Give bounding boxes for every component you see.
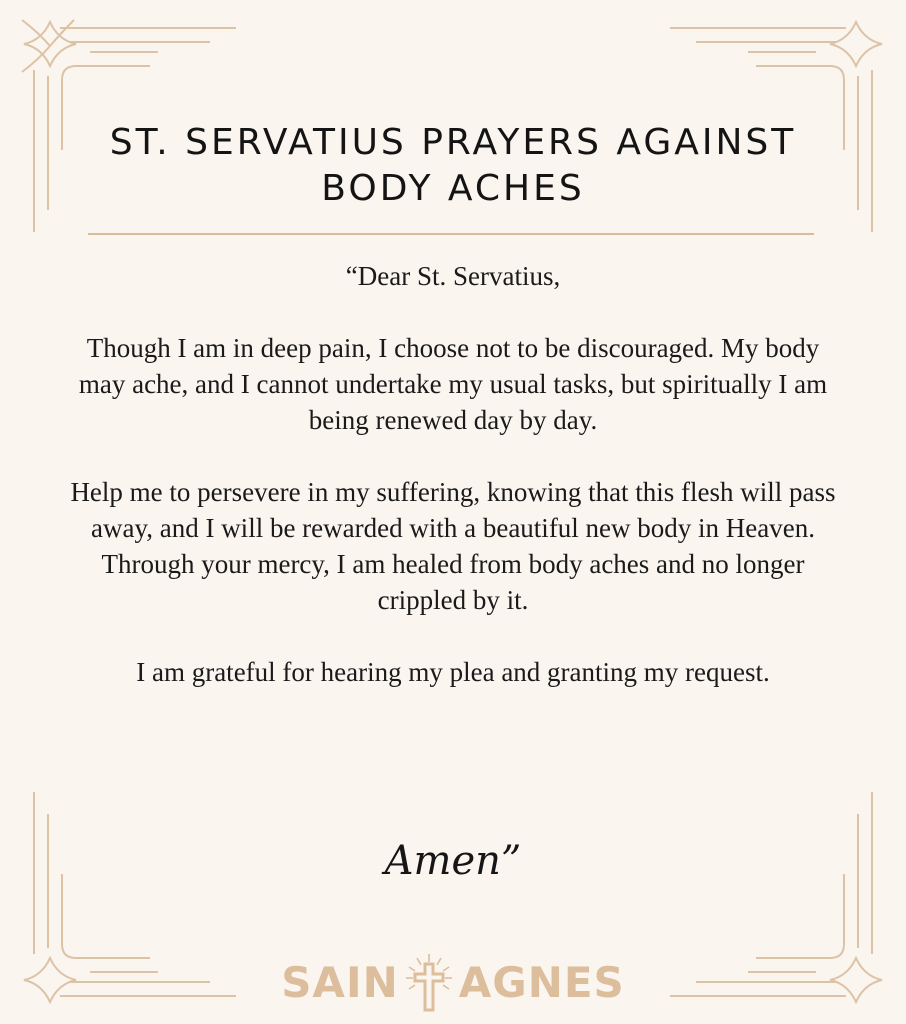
prayer-body — [70, 258, 836, 690]
logo-text-agnes: AGNES — [458, 957, 625, 1007]
logo-text-sain: SAIN — [281, 957, 399, 1007]
prayer-paragraph-2: Help me to persevere in my suffering, knowing that this flesh will pass away, and I will be rewarded with a beautiful new body in Heaven. Through your mercy, I am healed from body aches and no longer crippled by it. — [70, 477, 836, 615]
page-title: ST. SERVATIUS PRAYERS AGAINST BODY ACHES — [109, 122, 797, 209]
prayer-paragraph-1: Though I am in deep pain, I choose not to be discouraged. My body may ache, and I cannot undertake my usual tasks, but spiritually I am being renewed day by day. — [78, 333, 828, 435]
prayer-closing: Amen” — [384, 838, 522, 884]
title-divider — [88, 233, 814, 235]
cross-icon — [401, 950, 457, 1014]
prayer-salutation: “Dear St. Servatius, — [345, 261, 561, 291]
prayer-paragraph-3: I am grateful for hearing my plea and granting my request. — [136, 657, 770, 687]
brand-logo — [0, 950, 906, 1014]
